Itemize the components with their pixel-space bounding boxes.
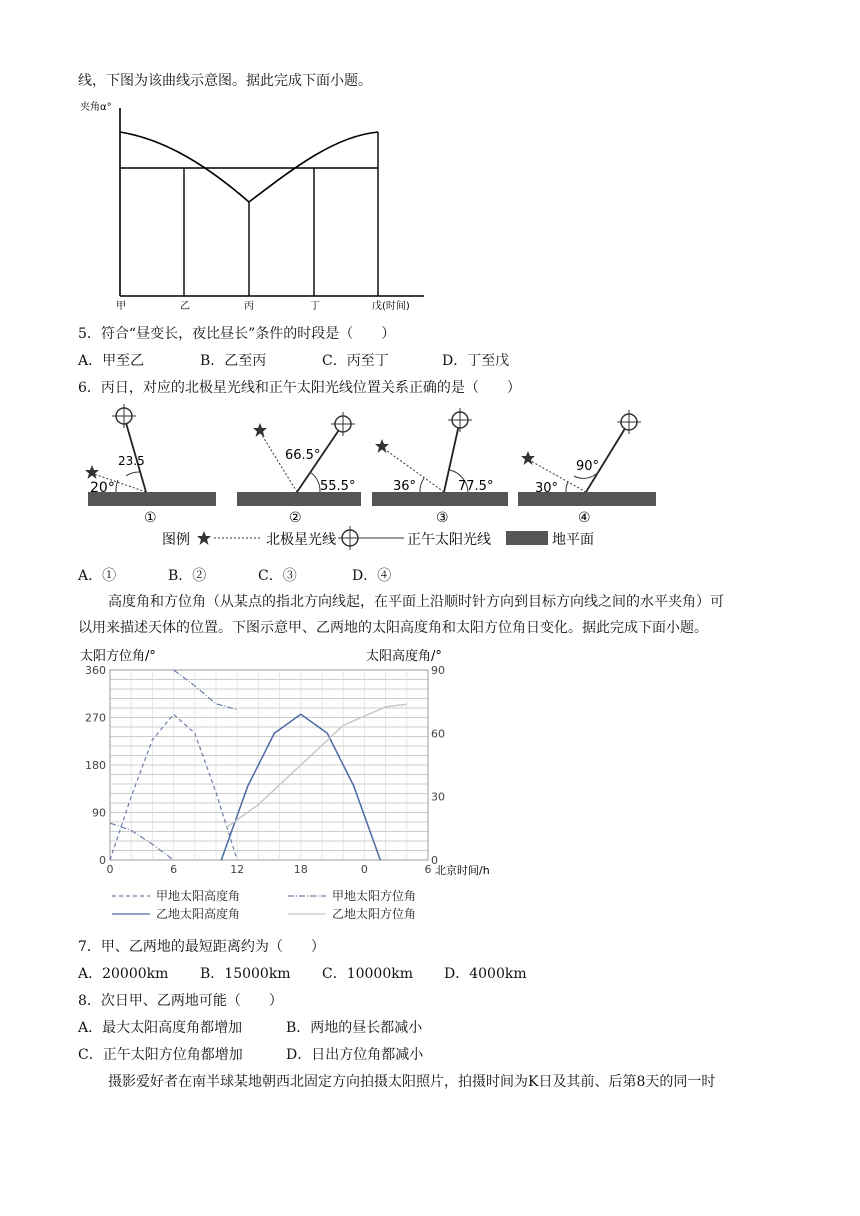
- chart-ylabel-left: 太阳方位角/°: [80, 649, 156, 664]
- q6-stem: 6．丙日，对应的北极星光线和正午太阳光线位置关系正确的是（ ）: [78, 380, 521, 396]
- q6-angle-label: 36°: [393, 479, 417, 494]
- legend-title: 图例: [162, 532, 190, 548]
- q6-panel-number: ④: [578, 510, 591, 526]
- q6-panel-1: [85, 404, 216, 526]
- y-right-tick-label: 30: [431, 790, 445, 804]
- legend-label: 乙地太阳高度角: [156, 907, 241, 921]
- legend-label: 乙地太阳方位角: [332, 907, 417, 921]
- y-left-tick-label: 270: [85, 711, 106, 725]
- q8-option-c[interactable]: C．正午太阳方位角都增加: [78, 1047, 243, 1063]
- q6-angle-label: 77.5°: [458, 479, 494, 494]
- q7-stem: 7．甲、乙两地的最短距离约为（ ）: [78, 939, 325, 955]
- q6-angle-label: 23.5: [118, 454, 145, 468]
- q6-angle-label: 30°: [535, 481, 559, 496]
- q5-options: [78, 350, 509, 370]
- q5-option-c[interactable]: C．丙至丁: [322, 353, 389, 369]
- chart-ylabel-right: 太阳高度角/°: [366, 649, 442, 664]
- q6-panel-4: [518, 410, 656, 526]
- fig1-xtick: 丁: [310, 301, 320, 312]
- x-tick-label: 0: [360, 863, 368, 876]
- x-tick-label: 18: [293, 863, 308, 876]
- y-left-tick-label: 0: [99, 854, 106, 867]
- fig1-xtick: 甲: [116, 301, 126, 312]
- q8-option-a[interactable]: A．最大太阳高度角都增加: [78, 1020, 243, 1036]
- q6-option-b[interactable]: B．②: [168, 568, 207, 584]
- fig1-curve: [120, 132, 378, 202]
- intro-line: 线，下图为该曲线示意图。据此完成下面小题。: [78, 73, 372, 89]
- passage2-line1: 高度角和方位角（从某点的指北方向线起，在平面上沿顺时针方向到目标方向线之间的水平夹角）可: [108, 594, 724, 610]
- q6-options: [78, 565, 391, 585]
- q5-stem: 5．符合“昼变长，夜比昼长”条件的时段是（ ）: [78, 326, 396, 342]
- x-tick-label: 6: [170, 863, 178, 876]
- q6-angle-label: 20°: [90, 480, 115, 496]
- q6-panel-number: ①: [144, 510, 157, 526]
- q6-option-c[interactable]: C．③: [258, 568, 297, 584]
- legend-sun-label: 正午太阳光线: [407, 532, 491, 548]
- q7-options: [78, 963, 527, 983]
- chart-xlabel: 北京时间/h: [435, 864, 490, 877]
- q7-option-b[interactable]: B．15000km: [200, 966, 291, 982]
- y-left-tick-label: 90: [92, 806, 106, 820]
- fig1-ylabel: 夹角α°: [80, 102, 112, 113]
- x-tick-label: 6: [424, 863, 432, 876]
- q6-angle-label: 90°: [576, 459, 600, 474]
- fig1-xtick: 丙: [244, 301, 254, 312]
- y-right-tick-label: 90: [431, 664, 445, 677]
- q6-angle-label: 66.5°: [285, 448, 321, 463]
- q7-option-d[interactable]: D．4000km: [444, 966, 527, 982]
- fig1-xtick: 乙: [180, 301, 190, 312]
- legend-star-label: 北极星光线: [266, 532, 336, 548]
- q8-option-b[interactable]: B．两地的昼长都减小: [286, 1020, 423, 1036]
- passage2-line2: 以用来描述天体的位置。下图示意甲、乙两地的太阳高度角和太阳方位角日变化。据此完成下面小题。: [78, 620, 708, 636]
- y-right-tick-label: 0: [431, 854, 438, 867]
- fig1-xtick: 戊(时间): [372, 301, 410, 312]
- q8-options-row1: [78, 1017, 422, 1037]
- x-tick-label: 0: [106, 863, 114, 876]
- x-tick-label: 12: [230, 863, 245, 876]
- q5-option-d[interactable]: D．丁至戊: [442, 353, 510, 369]
- legend-label: 甲地太阳方位角: [332, 889, 417, 903]
- q8-option-d[interactable]: D．日出方位角都减小: [286, 1047, 424, 1063]
- q6-angle-label: 55.5°: [320, 479, 356, 494]
- q6-legend: [162, 526, 594, 550]
- q6-option-d[interactable]: D．④: [352, 568, 392, 584]
- q6-panel-number: ③: [436, 510, 449, 526]
- y-left-tick-label: 360: [85, 664, 106, 677]
- q6-panel-2: [237, 412, 361, 526]
- q6-figure: [80, 404, 670, 552]
- q5-option-a[interactable]: A．甲至乙: [78, 353, 145, 369]
- y-right-tick-label: 60: [431, 727, 445, 741]
- q5-option-b[interactable]: B．乙至丙: [200, 353, 267, 369]
- angle-curve-figure: [76, 96, 436, 314]
- q6-option-a[interactable]: A．①: [78, 568, 117, 584]
- chart-legend: [112, 888, 416, 921]
- last-line: 摄影爱好者在南半球某地朝西北固定方向拍摄太阳照片，拍摄时间为K日及其前、后第8天的同一时: [108, 1074, 716, 1090]
- q6-panel-number: ②: [289, 510, 302, 526]
- y-left-tick-label: 180: [85, 759, 106, 772]
- q7-option-c[interactable]: C．10000km: [322, 966, 414, 982]
- q6-panel-3: [372, 408, 508, 526]
- q8-options-row2: [78, 1044, 423, 1064]
- sun-angle-chart: [78, 644, 518, 930]
- legend-label: 甲地太阳高度角: [156, 889, 241, 903]
- q7-option-a[interactable]: A．20000km: [78, 966, 169, 982]
- q8-stem: 8．次日甲、乙两地可能（ ）: [78, 993, 283, 1009]
- legend-ground-label: 地平面: [552, 532, 594, 548]
- chart-grid: [110, 670, 428, 860]
